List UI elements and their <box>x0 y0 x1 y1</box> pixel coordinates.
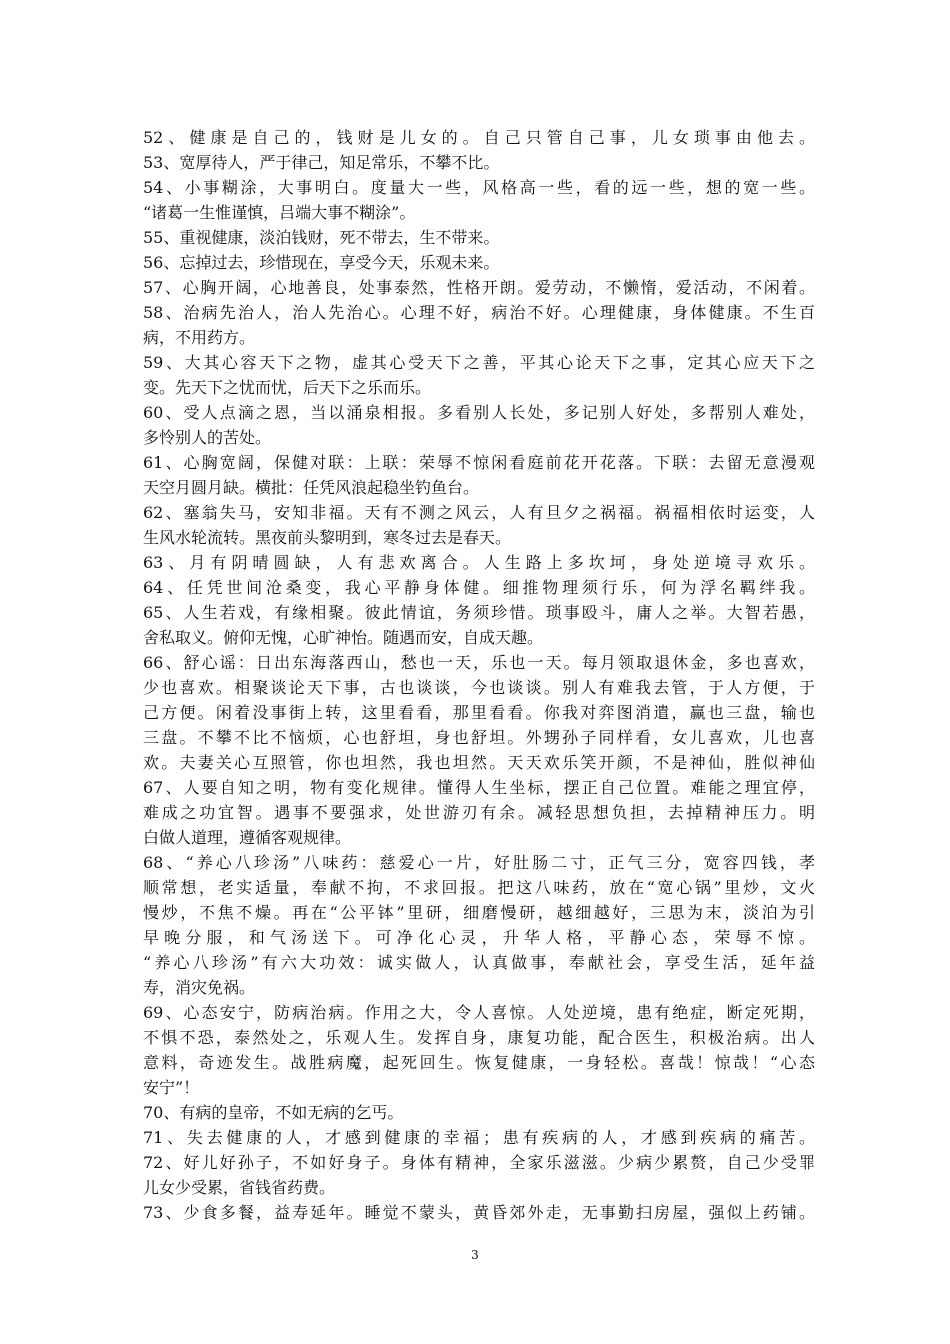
text-line: 65、人生若戏，有缘相聚。彼此情谊，务须珍惜。琐事殴斗，庸人之举。大智若愚， <box>143 603 815 622</box>
text-line: 54、小事糊涂，大事明白。度量大一些，风格高一些，看的远一些，想的宽一些。 <box>143 178 815 197</box>
text-line: 72、好儿好孙子，不如好身子。身体有精神，全家乐滋滋。少病少累赘，自己少受罪 <box>143 1153 815 1172</box>
text-line: 71、失去健康的人，才感到健康的幸福；患有疾病的人，才感到疾病的痛苦。 <box>143 1128 815 1147</box>
text-line: 慢炒，不焦不燥。再在“公平钵”里研，细磨慢研，越细越好，三思为末，淡泊为引 <box>143 903 815 922</box>
text-line: 白做人道理，遵循客观规律。 <box>143 828 352 847</box>
body-text <box>143 125 815 1225</box>
text-line: 73、少食多餐，益寿延年。睡觉不蒙头，黄昏郊外走，无事勤扫房屋，强似上药铺。 <box>143 1203 815 1222</box>
text-line: 欢。夫妻关心互照管，你也坦然，我也坦然。天天欢乐笑开颜，不是神仙，胜似神仙 <box>143 753 815 772</box>
text-line: 53、宽厚待人，严于律己，知足常乐，不攀不比。 <box>143 153 500 172</box>
text-line: 64、任凭世间沧桑变，我心平静身体健。细推物理须行乐，何为浮名羁绊我。 <box>143 578 815 597</box>
text-line: 52、健康是自己的，钱财是儿女的。自己只管自己事，儿女琐事由他去。 <box>143 128 815 147</box>
text-line: 多怜别人的苦处。 <box>143 428 272 447</box>
text-line: 57、心胸开阔，心地善良，处事泰然，性格开朗。爱劳动，不懒惰，爱活动，不闲着。 <box>143 278 815 297</box>
text-line: 儿女少受累，省钱省药费。 <box>143 1178 336 1197</box>
text-line: 63、月有阴晴圆缺，人有悲欢离合。人生路上多坎坷，身处逆境寻欢乐。 <box>143 553 815 572</box>
text-line: 难成之功宜智。遇事不要强求，处世游刃有余。减轻思想负担，去掉精神压力。明 <box>143 803 815 822</box>
text-line: 己方便。闲着没事街上转，这里看看，那里看看。你我对弈图消遣，赢也三盘，输也 <box>143 703 815 722</box>
text-line: 寿，消灾免祸。 <box>143 978 256 997</box>
text-line: 安宁”！ <box>143 1078 200 1097</box>
text-line: 68、“养心八珍汤”八味药：慈爱心一片，好肚肠二寸，正气三分，宽容四钱，孝 <box>143 853 815 872</box>
text-line: “养心八珍汤”有六大功效：诚实做人，认真做事，奉献社会，享受生活，延年益 <box>143 953 815 972</box>
text-line: 70、有病的皇帝，不如无病的乞丐。 <box>143 1103 404 1122</box>
text-line: 59、大其心容天下之物，虚其心受天下之善，平其心论天下之事，定其心应天下之 <box>143 353 815 372</box>
text-line: 意料，奇迹发生。战胜病魔，起死回生。恢复健康，一身轻松。喜哉！惊哉！“心态 <box>143 1053 815 1072</box>
text-line: 天空月圆月缺。横批：任凭风浪起稳坐钓鱼台。 <box>143 478 480 497</box>
text-line: 生风水轮流转。黑夜前头黎明到，寒冬过去是春天。 <box>143 528 512 547</box>
page-number: 3 <box>471 1248 479 1262</box>
text-line: 三盘。不攀不比不恼烦，心也舒坦，身也舒坦。外甥孙子同样看，女儿喜欢，儿也喜 <box>143 728 815 747</box>
text-line: 66、舒心谣：日出东海落西山，愁也一天，乐也一天。每月领取退休金，多也喜欢， <box>143 653 815 672</box>
text-line: 67、人要自知之明，物有变化规律。懂得人生坐标，摆正自己位置。难能之理宜停， <box>143 778 815 797</box>
text-line: 61、心胸宽阔，保健对联：上联：荣辱不惊闲看庭前花开花落。下联：去留无意漫观 <box>143 453 815 472</box>
text-line: 舍私取义。俯仰无愧，心旷神怡。随遇而安，自成天趣。 <box>143 628 544 647</box>
text-line: 58、治病先治人，治人先治心。心理不好，病治不好。心理健康，身体健康。不生百 <box>143 303 815 322</box>
text-line: 55、重视健康，淡泊钱财，死不带去，生不带来。 <box>143 228 500 247</box>
text-line: 不惧不恐，泰然处之，乐观人生。发挥自身，康复功能，配合医生，积极治病。出人 <box>143 1028 815 1047</box>
text-line: 变。先天下之忧而忧，后天下之乐而乐。 <box>143 378 432 397</box>
text-line: 62、塞翁失马，安知非福。天有不测之风云，人有旦夕之祸福。祸福相依时运变，人 <box>143 503 815 522</box>
text-line: 60、受人点滴之恩，当以涌泉相报。多看别人长处，多记别人好处，多帮别人难处， <box>143 403 815 422</box>
text-line: 69、心态安宁，防病治病。作用之大，令人喜惊。人处逆境，患有绝症，断定死期， <box>143 1003 815 1022</box>
text-line: 早晚分服，和气汤送下。可净化心灵，升华人格，平静心态，荣辱不惊。 <box>143 928 815 947</box>
text-line: “诸葛一生惟谨慎，吕端大事不糊涂”。 <box>143 203 416 222</box>
text-line: 少也喜欢。相聚谈论天下事，古也谈谈，今也谈谈。别人有难我去管，于人方便，于 <box>143 678 815 697</box>
text-line: 病，不用药方。 <box>143 328 256 347</box>
text-line: 顺常想，老实适量，奉献不拘，不求回报。把这八味药，放在“宽心锅”里炒，文火 <box>143 878 815 897</box>
text-line: 56、忘掉过去，珍惜现在，享受今天，乐观未来。 <box>143 253 500 272</box>
